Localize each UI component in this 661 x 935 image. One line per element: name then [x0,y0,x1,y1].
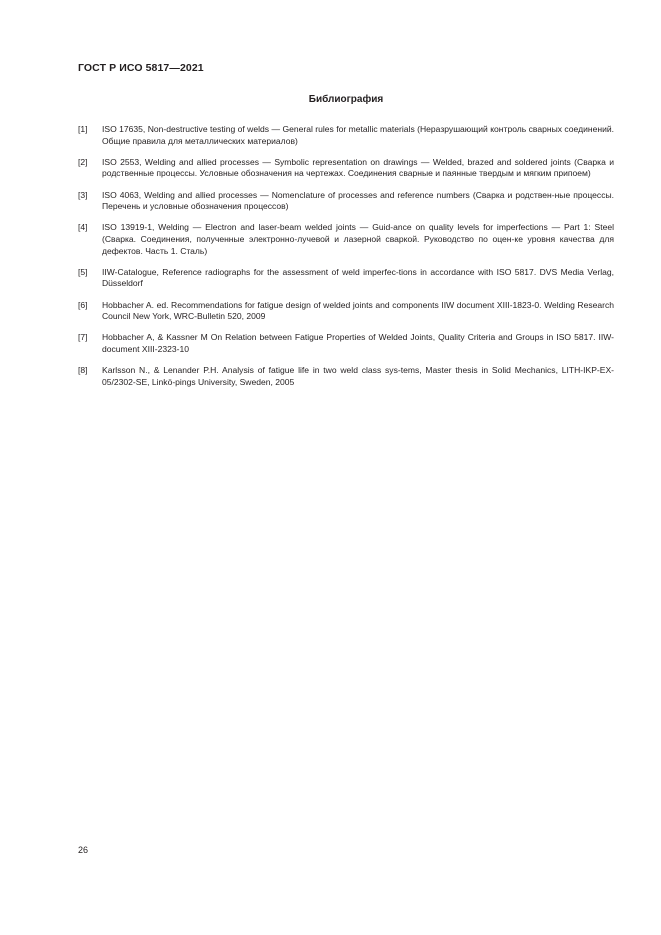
bibliography-entry [78,365,614,388]
entry-number: [1] [78,124,88,134]
entry-text: Hobbacher A, & Kassner M On Relation between Fatigue Properties of Welded Joints, Quality Criteria and Groups in ISO 5817. IIW-document XIII-2323-10 [102,332,614,354]
entry-number: [6] [78,299,88,310]
entry-number: [5] [78,266,88,277]
entry-number: [7] [78,332,88,343]
section-title: Библиография [308,94,384,105]
entry-text: Hobbacher A. ed. Recommendations for fatigue design of welded joints and components IIW document XIII-1823-0. Welding Research Council New York, WRC-Bulletin 520, 2009 [102,299,614,322]
bibliography-entry [78,190,614,213]
entry-text: ISO 4063, Welding and allied processes — Nomenclature of processes and reference numbers (Сварка и родствен-ные процессы. Перечень и условные обозначения процессов) [102,189,614,212]
bibliography-entry [78,300,614,323]
entry-text: ISO 2553, Welding and allied processes — Symbolic representation on drawings — Welded, brazed and soldered joints (Сварка и родственные процессы. Условные обозначения на чертежах. Соединения сварные и паянные твердым и мягким припоем) [102,156,614,179]
document-header: ГОСТ Р ИСО 5817—2021 [78,62,204,74]
entry-number: [8] [78,365,88,376]
entry-number: [3] [78,189,88,200]
bibliography-list [78,124,614,398]
entry-text: ISO 17635, Non-destructive testing of welds — General rules for metallic materials (Неразрушающий контроль сварных соединений. Общие правила для металлических материалов) [102,124,614,146]
page-number: 26 [78,845,89,855]
entry-number: [2] [78,156,88,167]
entry-text: ISO 13919-1, Welding — Electron and laser-beam welded joints — Guid-ance on quality levels for imperfections — Part 1: Steel (Сварка. Соединения, полученные электронно-лучевой и лазерной сваркой. Руководство по оцен-ке уровня качества для дефектов. Часть 1. Сталь) [102,222,614,256]
bibliography-entry [78,157,614,180]
entry-number: [4] [78,222,88,233]
entry-text: Karlsson N., & Lenander P.H. Analysis of fatigue life in two weld class sys-tems, Master thesis in Solid Mechanics, LITH-IKP-EX-05/2302-SE, Linkö-pings University, Sweden, 2005 [102,365,614,387]
bibliography-entry [78,332,614,355]
bibliography-entry [78,222,614,257]
bibliography-entry [78,124,614,147]
bibliography-entry [78,267,614,290]
entry-text: IIW-Catalogue, Reference radiographs for the assessment of weld imperfec-tions in accordance with ISO 5817. DVS Media Verlag, Düsseldorf [102,266,614,289]
